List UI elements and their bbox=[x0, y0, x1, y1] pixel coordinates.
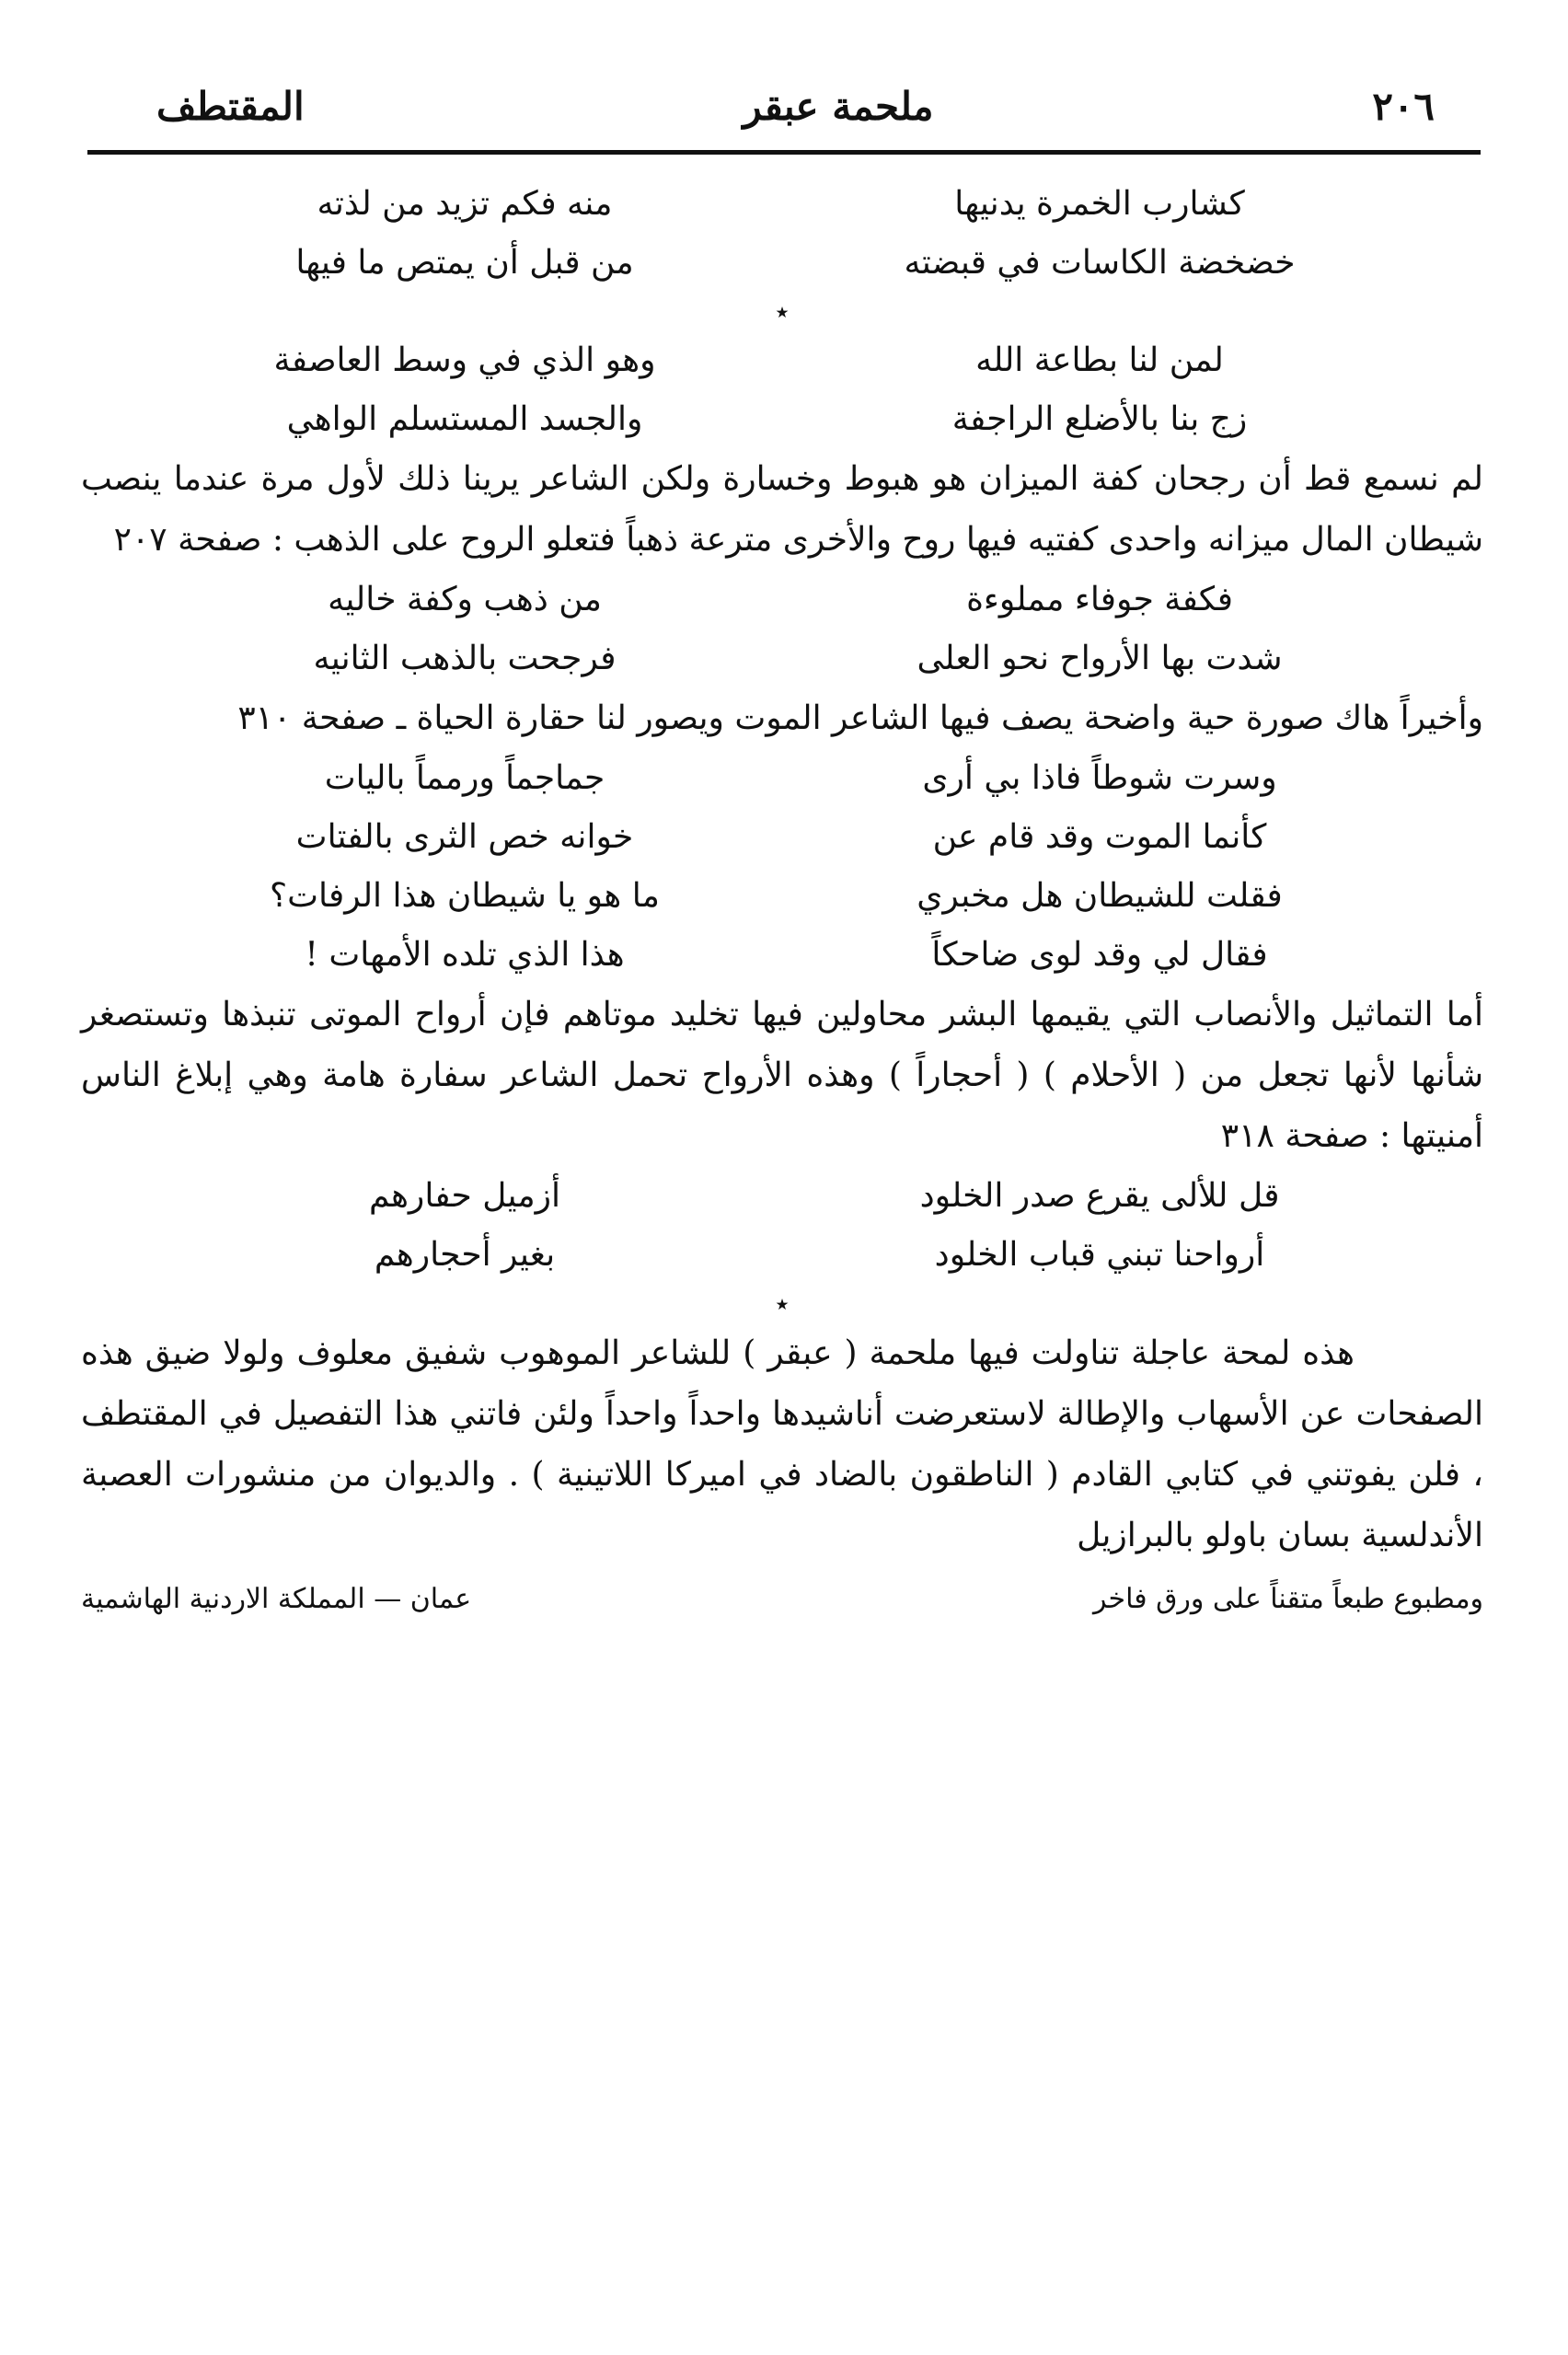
running-title: ملحمة عبقر bbox=[743, 83, 934, 129]
header-rule bbox=[87, 150, 1481, 155]
verse-right-hemistich: زج بنا بالأضلع الراجفة bbox=[951, 400, 1248, 438]
verse-right-hemistich: كأنما الموت وقد قام عن bbox=[932, 818, 1267, 856]
verse-left-hemistich: ما هو يا شيطان هذا الرفات؟ bbox=[270, 877, 660, 915]
page-header bbox=[156, 69, 1435, 143]
verse-couplet bbox=[136, 1226, 1428, 1285]
verse-couplet bbox=[136, 331, 1428, 390]
verse-couplet bbox=[136, 926, 1428, 985]
verse-left-hemistich: جماجماً ورمماً باليات bbox=[324, 759, 605, 797]
verse-right-hemistich: كشارب الخمرة يدنيها bbox=[954, 185, 1245, 223]
verse-couplet bbox=[136, 234, 1428, 293]
verse-right-hemistich: فكفة جوفاء مملوءة bbox=[966, 581, 1233, 618]
prose-paragraph: أما التماثيل والأنصاب التي يقيمها البشر محاولين فيها تخليد موتاهم فإن أرواح الموتى تنبذها وتستصغر شأنها لأنها تجعل من ( الأحلام ) ( أحجاراً ) وهذه الأرواح تحمل الشاعر سفارة هامة وهي إبلاغ الناس أمنيتها : صفحة ٣١٨ bbox=[81, 996, 1483, 1155]
journal-name: المقتطف bbox=[156, 83, 305, 129]
verse-couplet bbox=[136, 629, 1428, 688]
verse-left-hemistich: هذا الذي تلده الأمهات ! bbox=[305, 936, 625, 974]
page-body bbox=[81, 175, 1483, 1627]
verse-left-hemistich: أزميل حفارهم bbox=[368, 1177, 560, 1215]
colophon-print-note: ومطبوع طبعاً متقناً على ورق فاخر bbox=[1093, 1583, 1483, 1615]
verse-left-hemistich: منه فكم تزيد من لذته bbox=[317, 185, 613, 223]
verse-right-hemistich: فقلت للشيطان هل مخبري bbox=[917, 877, 1283, 915]
verse-couplet bbox=[136, 867, 1428, 926]
verse-left-hemistich: خوانه خص الثرى بالفتات bbox=[295, 818, 634, 856]
colophon-place: عمان — المملكة الاردنية الهاشمية bbox=[81, 1583, 472, 1615]
verse-couplet bbox=[136, 808, 1428, 867]
verse-right-hemistich: وسرت شوطاً فاذا بي أرى bbox=[922, 759, 1277, 797]
verse-left-hemistich: وهو الذي في وسط العاصفة bbox=[273, 341, 656, 379]
verse-left-hemistich: من ذهب وكفة خاليه bbox=[328, 581, 602, 618]
verse-left-hemistich: والجسد المستسلم الواهي bbox=[286, 400, 643, 438]
verse-left-hemistich: من قبل أن يمتص ما فيها bbox=[295, 244, 634, 282]
verse-couplet bbox=[136, 175, 1428, 234]
colophon bbox=[81, 1572, 1483, 1627]
prose-paragraph: هذه لمحة عاجلة تناولت فيها ملحمة ( عبقر ) للشاعر الموهوب شفيق معلوف ولولا ضيق هذه الصفحات عن الأسهاب والإطالة لاستعرضت أناشيدها واحداً واحداً ولئن فاتني هذا التفصيل في المقتطف ، فلن يفوتني في كتابي القادم ( الناطقون بالضاد في اميركا اللاتينية ) . والديوان من منشورات العصبة الأندلسية بسان باولو بالبرازيل bbox=[81, 1334, 1483, 1554]
verse-couplet bbox=[136, 749, 1428, 808]
verse-left-hemistich: بغير أحجارهم bbox=[374, 1236, 556, 1274]
verse-couplet bbox=[136, 1167, 1428, 1226]
verse-couplet bbox=[136, 390, 1428, 449]
prose-paragraph: لم نسمع قط أن رجحان كفة الميزان هو هبوط وخسارة ولكن الشاعر يرينا ذلك لأول مرة عندما ينصب شيطان المال ميزانه واحدى كفتيه فيها روح والأخرى مترعة ذهباً فتعلو الروح على الذهب : صفحة ٢٠٧ bbox=[81, 460, 1483, 559]
verse-right-hemistich: فقال لي وقد لوى ضاحكاً bbox=[931, 936, 1268, 974]
verse-right-hemistich: أرواحنا تبني قباب الخلود bbox=[934, 1236, 1265, 1274]
verse-couplet bbox=[136, 571, 1428, 629]
verse-right-hemistich: شدت بها الأرواح نحو العلى bbox=[917, 640, 1283, 677]
page-number: ٢٠٦ bbox=[1372, 83, 1435, 129]
verse-right-hemistich: خضخضة الكاسات في قبضته bbox=[904, 244, 1296, 282]
verse-right-hemistich: لمن لنا بطاعة الله bbox=[975, 341, 1224, 379]
section-separator: ٭ bbox=[775, 296, 790, 327]
prose-paragraph: وأخيراً هاك صورة حية واضحة يصف فيها الشاعر الموت ويصور لنا حقارة الحياة ـ صفحة ٣١٠ bbox=[237, 699, 1483, 737]
section-separator: ٭ bbox=[775, 1288, 790, 1319]
verse-left-hemistich: فرجحت بالذهب الثانيه bbox=[313, 640, 617, 677]
verse-right-hemistich: قل للألى يقرع صدر الخلود bbox=[919, 1177, 1280, 1215]
